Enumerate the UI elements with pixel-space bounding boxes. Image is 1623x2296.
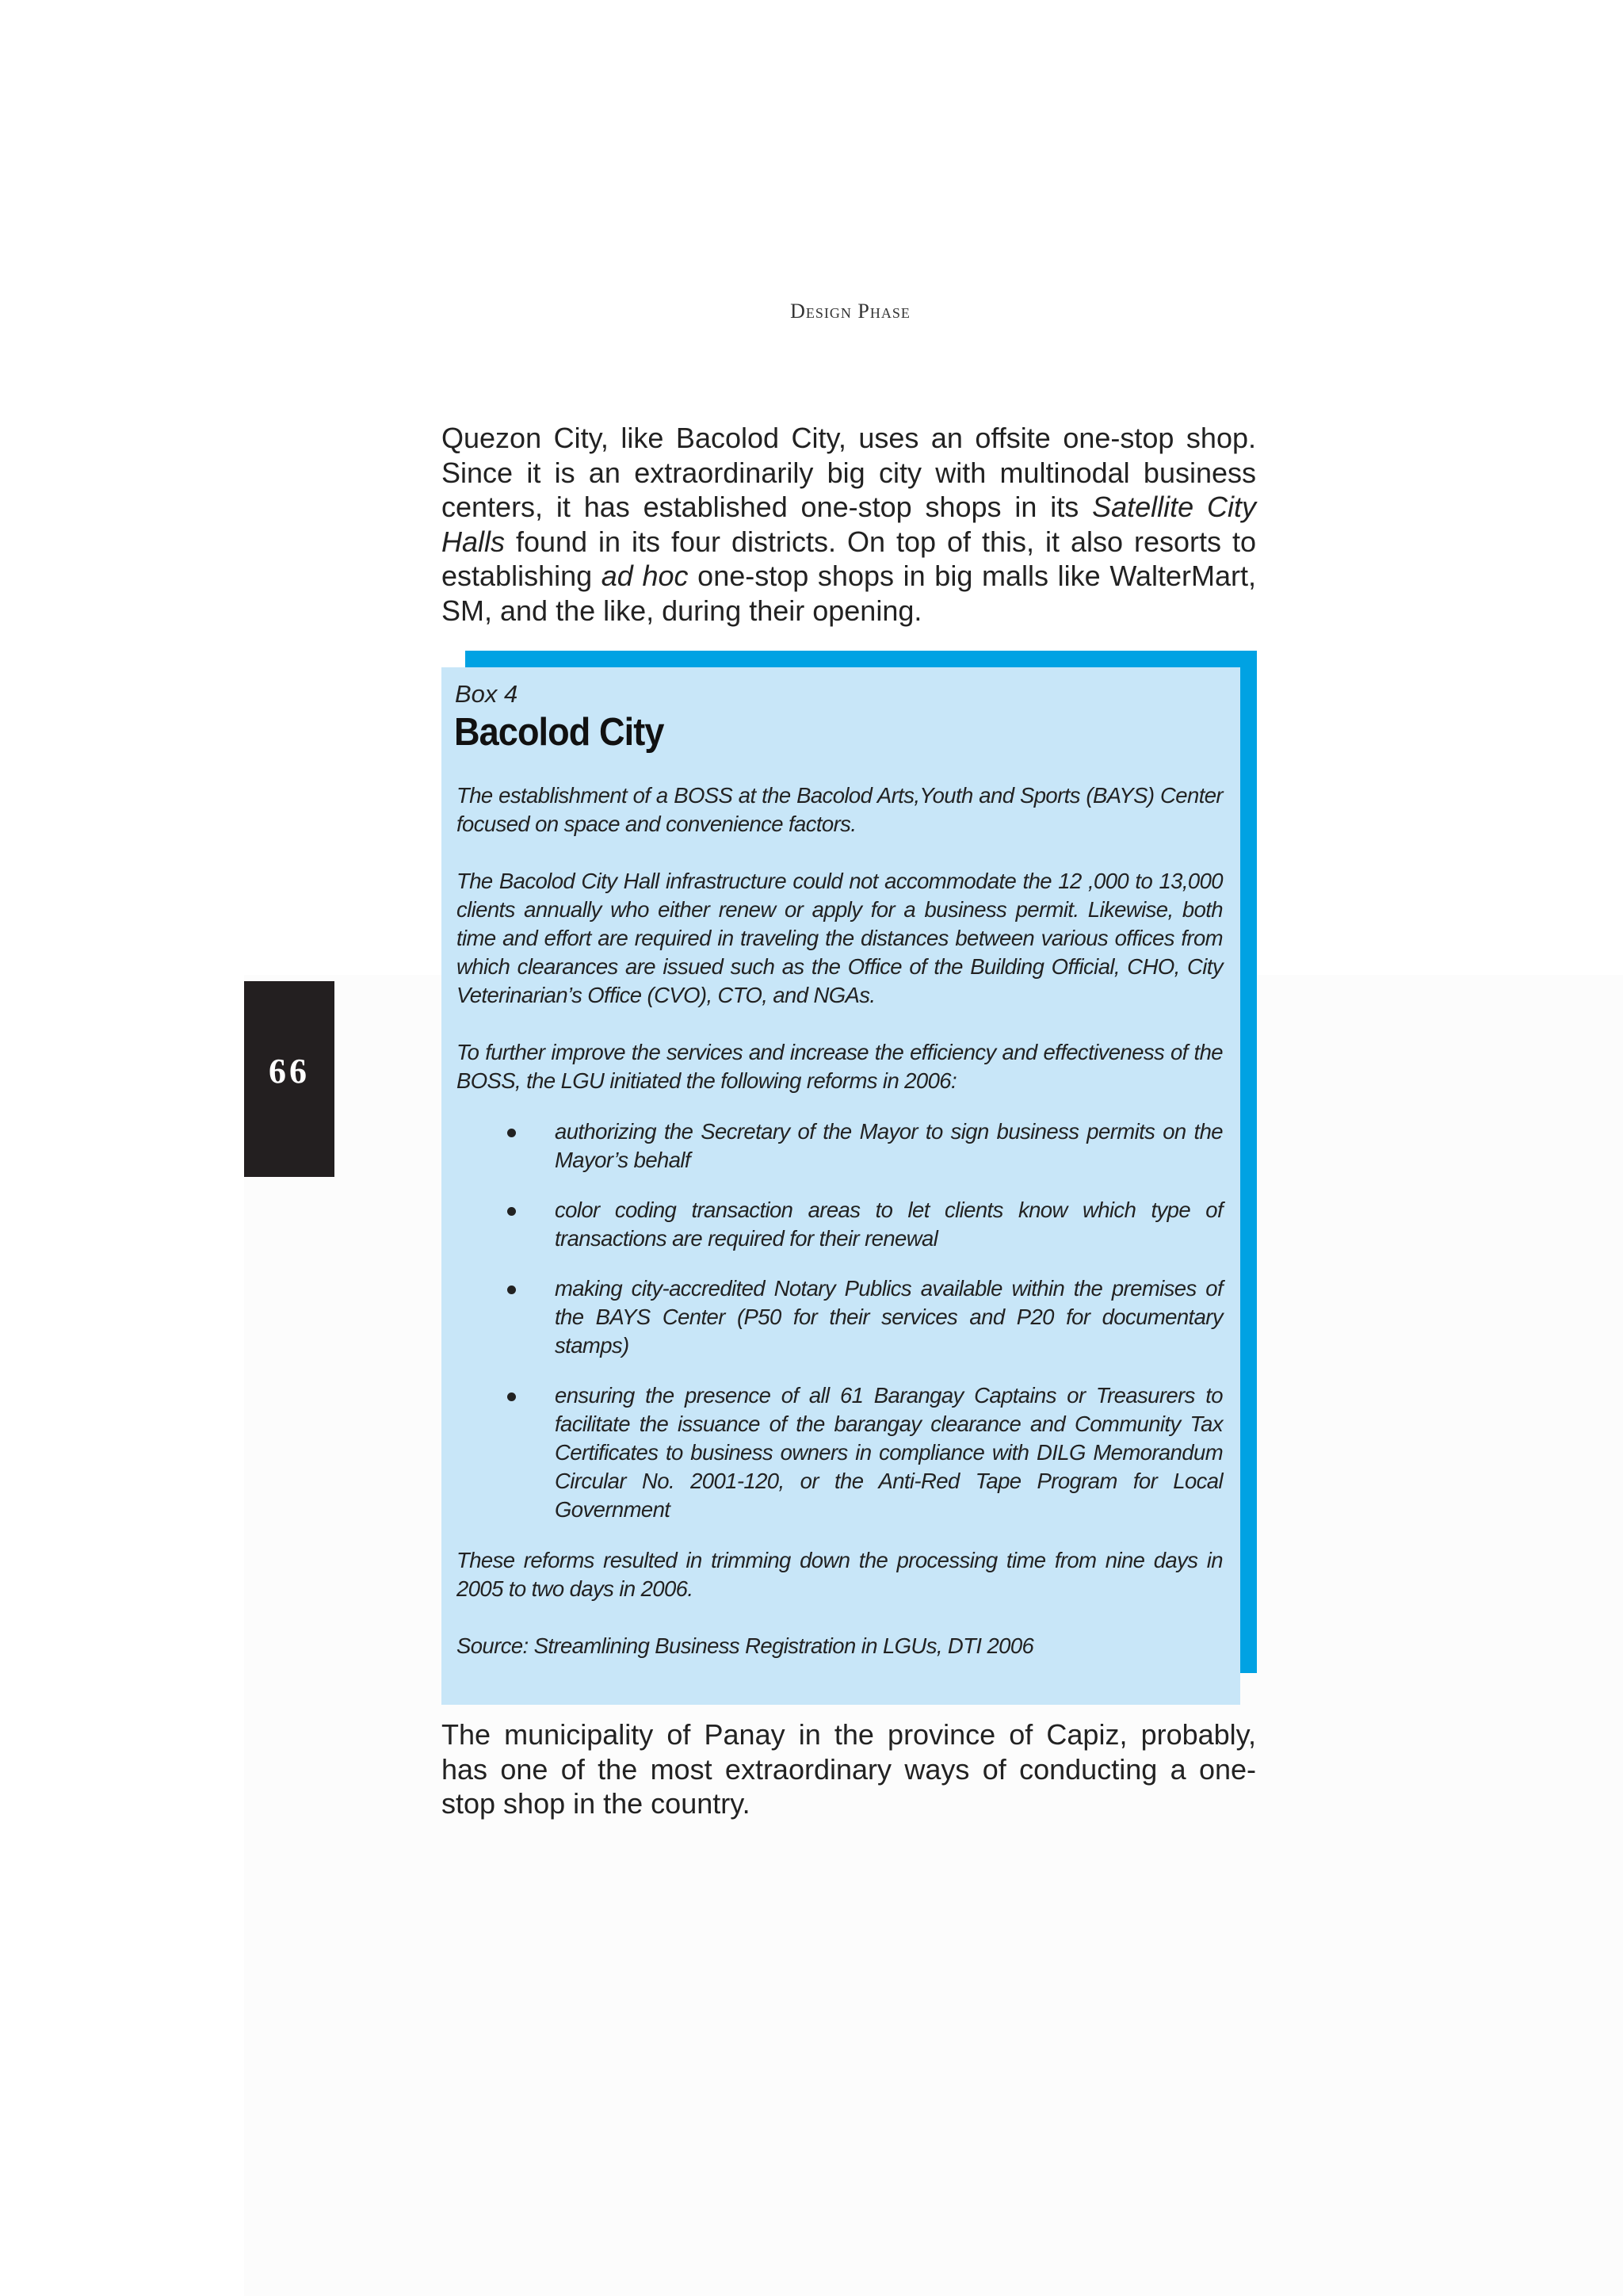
box-paragraph: To further improve the services and increase the efficiency and effectiveness of the BOSS, the LGU initiated the following reforms in 2006: <box>456 1040 1223 1093</box>
intro-emphasis-2: ad hoc <box>601 560 689 592</box>
list-item-text: ensuring the presence of all 61 Barangay Captains or Treasurers to facilitate the issuance of the barangay clearance and Community Tax Certificates to business owners in compliance with DILG Memorandum Circular No. 2001-120, or the Anti-Red Tape Program for Local Government <box>555 1383 1223 1522</box>
closing-paragraph: The municipality of Panay in the province of Capiz, probably, has one of the most extraordinary ways of conducting a one-stop shop in the country. <box>441 1718 1256 1820</box>
intro-paragraph <box>441 421 1256 628</box>
intro-text-3: one-stop shops in big malls like WalterMart, SM, and the like, during their opening. <box>441 560 1256 627</box>
bullet-icon <box>507 1207 516 1216</box>
box-title: Bacolod City <box>454 711 664 754</box>
box-conclusion: These reforms resulted in trimming down the processing time from nine days in 2005 to two days in 2006. <box>456 1548 1223 1601</box>
list-item <box>456 1274 1223 1360</box>
list-item-text: color coding transaction areas to let clients know which type of transactions are required for their renewal <box>555 1198 1223 1251</box>
page-number-tab <box>244 981 334 1177</box>
intro-text-2: found in its four districts. On top of this, it also resorts to establishing <box>441 525 1256 592</box>
list-item <box>456 1196 1223 1253</box>
intro-emphasis-1: Satellite City Halls <box>441 491 1256 558</box>
reforms-list <box>456 1117 1223 1524</box>
bullet-icon <box>507 1286 516 1294</box>
list-item <box>456 1381 1223 1524</box>
list-item-text: authorizing the Secretary of the Mayor to sign business permits on the Mayor’s behalf <box>555 1119 1223 1172</box>
box-source: Source: Streamlining Business Registration in LGUs, DTI 2006 <box>456 1633 1034 1658</box>
bullet-icon <box>507 1129 516 1137</box>
intro-text-1: Quezon City, like Bacolod City, uses an offsite one-stop shop. Since it is an extraordinarily big city with multinodal business centers, it has established one-stop shops in its <box>441 422 1256 523</box>
box-paragraph: The Bacolod City Hall infrastructure could not accommodate the 12 ,000 to 13,000 clients annually who either renew or apply for a business permit. Likewise, both time and effort are required in traveling the distances between various offices from which clearances are issued such as the Office of the Building Official, CHO, City Veterinarian’s Office (CVO), CTO, and NGAs. <box>456 869 1223 1007</box>
box-paragraph: The establishment of a BOSS at the Bacolod Arts,Youth and Sports (BAYS) Center focused on space and convenience factors. <box>456 783 1223 836</box>
bullet-icon <box>507 1392 516 1401</box>
running-header: Design Phase <box>790 300 911 323</box>
page-number: 66 <box>269 1052 310 1091</box>
box-label: Box 4 <box>455 680 518 708</box>
case-study-box <box>441 667 1240 1705</box>
box-body <box>456 781 1223 1689</box>
list-item <box>456 1117 1223 1175</box>
list-item-text: making city-accredited Notary Publics available within the premises of the BAYS Center (P50 for their services and P20 for documentary stamps) <box>555 1276 1223 1358</box>
